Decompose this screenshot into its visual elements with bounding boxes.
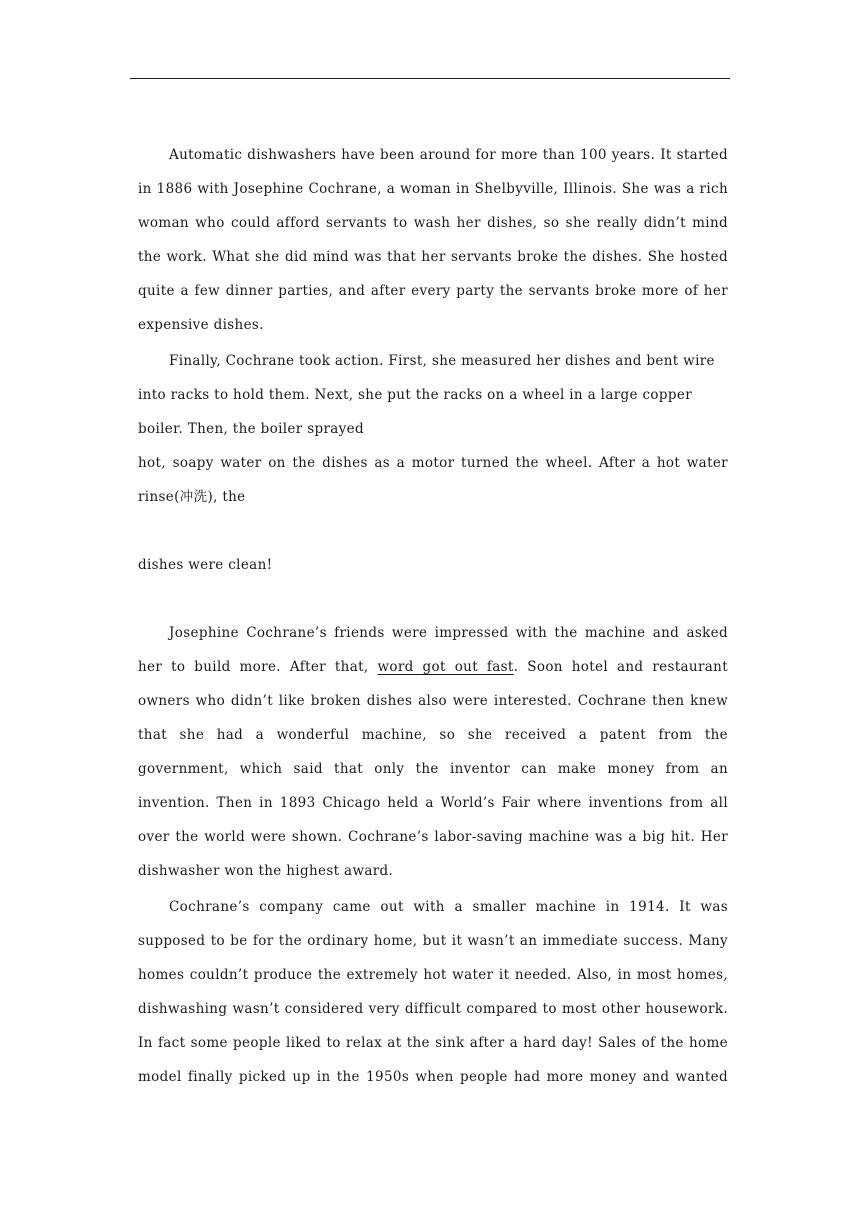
paragraph-2-part-3: dishes were clean! — [138, 557, 273, 573]
paragraph-1: Automatic dishwashers have been around for more than 100 years. It started in 1886 with Josephine Cochrane, a woman in Shelbyville, Illinois. She was a rich woman who could afford servants to wash her dishes, so she really didn’t mind the work. What she did mind was that her servants broke the dishes. She hosted quite a few dinner parties, and after every party the servants broke more of her expensive dishes. — [138, 147, 728, 333]
underlined-phrase: word got out fast — [377, 659, 514, 675]
paragraph-3 — [138, 616, 728, 888]
paragraph-2-part-1: Finally, Cochrane took action. First, she measured her dishes and bent wire into racks to hold them. Next, she put the racks on a wheel in a large copper boiler. Then, the boiler sprayed — [138, 353, 715, 437]
paragraph-4: Cochrane’s company came out with a smaller machine in 1914. It was supposed to be for the ordinary home, but it wasn’t an immediate success. Many homes couldn’t produce the extremely hot water it needed. Also, in most homes, dishwashing wasn’t considered very difficult compared to most other housework. In fact some people liked to relax at the sink after a hard day! Sales of the home model finally picked up in the 1950s when people had more money and wanted — [138, 899, 728, 1085]
paragraph-3-before: Josephine Cochrane’s friends were impressed with the machine and asked her to build more. After that, — [138, 625, 728, 675]
paragraph-2-part-2: hot, soapy water on the dishes as a motor turned the wheel. After a hot water rinse(冲洗), the — [138, 455, 728, 505]
blank-line — [138, 514, 728, 548]
header-rule — [130, 78, 730, 79]
paragraph-3-after: . Soon hotel and restaurant owners who didn’t like broken dishes also were interested. Cochrane then knew that she had a wonderful machine, so she received a patent from the government, which said that only the inventor can make money from an invention. Then in 1893 Chicago held a World’s Fair where inventions from all over the world were shown. Cochrane’s labor-saving machine was a big hit. Her dishwasher won the highest award. — [138, 659, 728, 879]
document-body — [138, 138, 728, 1094]
blank-line — [138, 582, 728, 616]
